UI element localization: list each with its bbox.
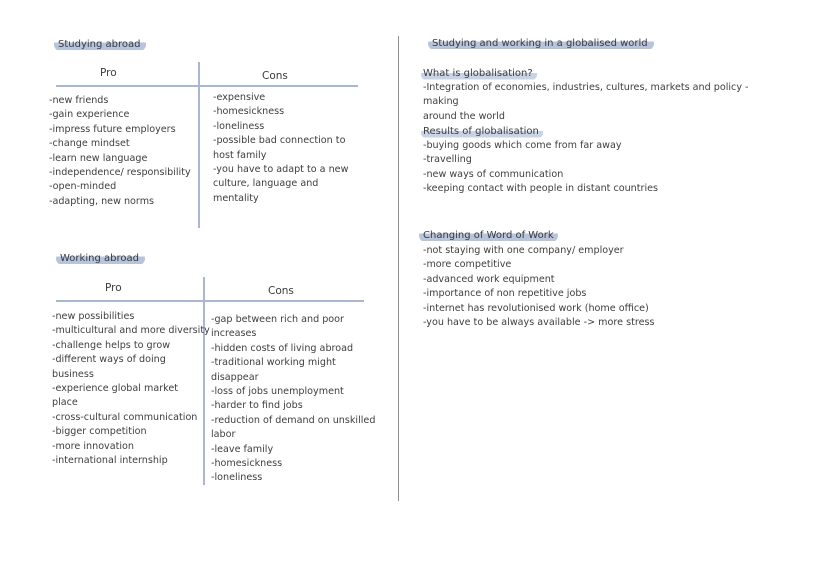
list-item: -learn new language xyxy=(49,152,148,164)
list-item: place xyxy=(52,397,78,409)
list-item: -traditional working might xyxy=(211,357,336,369)
working-cons-list xyxy=(211,313,375,486)
list-item: -loss of jobs unemployment xyxy=(211,386,344,398)
changing-heading: Changing of Word of Work xyxy=(419,229,558,242)
list-item: -you have to be always available -> more stress xyxy=(423,317,655,329)
list-item: culture, language and xyxy=(213,178,319,190)
list-item: labor xyxy=(211,429,236,441)
list-item: -new friends xyxy=(49,95,109,106)
right-title: Studying and working in a globalised world xyxy=(428,37,654,50)
list-item: -multicultural and more diversity xyxy=(52,325,210,337)
changing-list xyxy=(423,244,654,330)
list-item: -adapting, new norms xyxy=(49,195,155,207)
list-item: -importance of non repetitive jobs xyxy=(423,288,587,300)
list-item: -independence/ responsibility xyxy=(49,167,191,179)
list-item: -expensive xyxy=(213,92,266,103)
list-item: -loneliness xyxy=(211,472,263,484)
list-item: -challenge helps to grow xyxy=(52,339,171,351)
working-pros-list xyxy=(52,310,210,468)
list-item: -internet has revolutionised work (home office) xyxy=(423,302,649,314)
list-item: -travelling xyxy=(423,154,472,166)
studying-abroad-title: Studying abroad xyxy=(54,38,146,51)
list-item: -new ways of communication xyxy=(423,168,564,180)
list-item: -gain experience xyxy=(49,109,130,121)
list-item: -you have to adapt to a new xyxy=(213,164,349,176)
studying-pro-header: Pro xyxy=(100,67,117,79)
list-item: -harder to find jobs xyxy=(211,400,303,412)
list-item: -homesickness xyxy=(211,458,283,470)
studying-cons-header: Cons xyxy=(262,70,288,82)
list-item: -loneliness xyxy=(213,120,265,132)
studying-pros-list xyxy=(49,94,191,209)
list-item: mentality xyxy=(213,192,259,204)
list-item: -international internship xyxy=(52,455,168,467)
list-item: -gap between rich and poor xyxy=(211,314,344,325)
globalisation-definition xyxy=(423,81,783,124)
list-item: -leave family xyxy=(211,443,274,455)
results-heading: Results of globalisation xyxy=(421,125,543,138)
studying-table-rule xyxy=(56,85,358,87)
globalisation-heading: What is globalisation? xyxy=(421,67,537,80)
list-item: -bigger competition xyxy=(52,426,147,438)
list-item: -hidden costs of living abroad xyxy=(211,342,354,354)
working-cons-header: Cons xyxy=(268,285,294,297)
list-item: -experience global market xyxy=(52,383,179,395)
results-list xyxy=(423,139,658,197)
page-divider xyxy=(398,36,399,501)
definition-line: around the world xyxy=(423,110,505,122)
list-item: -more innovation xyxy=(52,440,134,452)
studying-cons-list xyxy=(213,91,348,206)
list-item: -open-minded xyxy=(49,181,117,193)
list-item: -homesickness xyxy=(213,106,285,118)
working-table-rule xyxy=(56,300,364,302)
list-item: -impress future employers xyxy=(49,123,176,135)
list-item: -change mindset xyxy=(49,138,130,150)
list-item: -new possibilities xyxy=(52,311,135,322)
list-item: -advanced work equipment xyxy=(423,273,555,285)
list-item: -possible bad connection to xyxy=(213,135,346,147)
list-item: host family xyxy=(213,149,267,161)
working-abroad-title: Working abroad xyxy=(56,252,145,265)
list-item: increases xyxy=(211,328,257,340)
list-item: -keeping contact with people in distant countries xyxy=(423,183,659,195)
list-item: -cross-cultural communication xyxy=(52,411,198,423)
list-item: business xyxy=(52,368,94,380)
list-item: -not staying with one company/ employer xyxy=(423,245,624,256)
list-item: -reduction of demand on unskilled xyxy=(211,414,376,426)
list-item: disappear xyxy=(211,371,259,383)
studying-table-divider xyxy=(198,62,200,228)
working-pro-header: Pro xyxy=(105,282,122,294)
list-item: -more competitive xyxy=(423,259,512,271)
list-item: -different ways of doing xyxy=(52,354,166,366)
definition-line: -Integration of economies, industries, cultures, markets and policy - making xyxy=(423,82,749,108)
list-item: -buying goods which come from far away xyxy=(423,140,622,151)
